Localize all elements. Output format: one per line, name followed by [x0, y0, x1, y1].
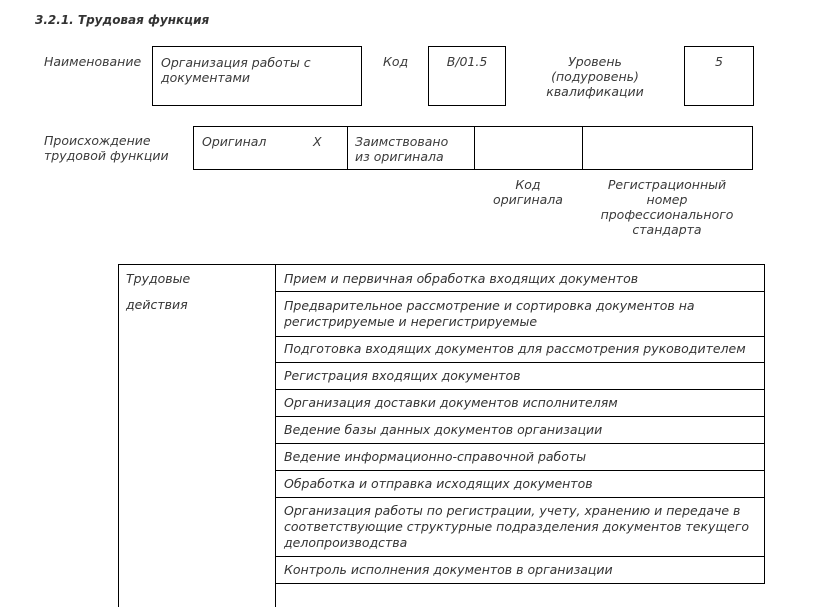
- action-item-10-line1: Контроль исполнения документов в организации: [284, 562, 613, 577]
- action-item-6-line1: Ведение базы данных документов организации: [284, 422, 603, 437]
- uroven-value: 5: [715, 54, 723, 69]
- action-item-3: [284, 341, 760, 357]
- trudovye-deystviya-label: [126, 271, 190, 313]
- action-item-9: [284, 503, 760, 551]
- row-separator: [275, 470, 765, 471]
- zaimstvovano-label: [355, 134, 448, 164]
- row-separator: [275, 389, 765, 390]
- zaimstvovano-line1: Заимствовано: [355, 134, 449, 149]
- actions-table-top-border: [118, 264, 765, 265]
- kod-originala-line1: Код: [515, 177, 541, 192]
- row-separator: [275, 291, 765, 292]
- action-item-9-line2: соответствующие структурные подразделения документов текущего: [284, 519, 750, 534]
- action-item-2-line2: регистрируемые и нерегистрируемые: [284, 314, 538, 329]
- uroven-label-line3: квалификации: [546, 84, 644, 99]
- reg-line1: Регистрационный: [607, 177, 727, 192]
- proiskhozhdenie-label-line1: Происхождение: [44, 133, 151, 148]
- row-separator: [275, 336, 765, 337]
- proiskhozhdenie-label: [44, 133, 169, 163]
- row-separator: [275, 497, 765, 498]
- row-separator: [275, 556, 765, 557]
- action-item-9-line3: делопроизводства: [284, 535, 408, 550]
- action-item-6: [284, 422, 760, 438]
- reg-line3: профессионального: [600, 207, 734, 222]
- action-item-4: [284, 368, 760, 384]
- trudovye-deystviya-line2: действия: [126, 297, 188, 312]
- action-item-3-line1: Подготовка входящих документов для рассмотрения руководителем: [284, 341, 746, 356]
- row-separator: [275, 416, 765, 417]
- kod-label: Код: [383, 54, 409, 69]
- reg-nomer-label: [582, 177, 752, 237]
- row-separator: [275, 583, 765, 584]
- proiskhozhdenie-divider-2: [474, 126, 475, 170]
- actions-table-left-border: [118, 264, 119, 607]
- action-item-7: [284, 449, 760, 465]
- original-mark: X: [313, 134, 322, 149]
- proiskhozhdenie-divider-3: [582, 126, 583, 170]
- section-title: 3.2.1. Трудовая функция: [35, 13, 210, 27]
- action-item-1-line1: Прием и первичная обработка входящих документов: [284, 271, 639, 286]
- zaimstvovano-line2: из оригинала: [355, 149, 444, 164]
- proiskhozhdenie-divider-1: [347, 126, 348, 170]
- action-item-2-line1: Предварительное рассмотрение и сортировка документов на: [284, 298, 695, 313]
- original-label: Оригинал: [202, 134, 267, 149]
- proiskhozhdenie-label-line2: трудовой функции: [44, 148, 169, 163]
- action-item-5-line1: Организация доставки документов исполнителям: [284, 395, 618, 410]
- uroven-label-line1: Уровень: [568, 54, 622, 69]
- kod-originala-line2: оригинала: [493, 192, 563, 207]
- uroven-label-line2: (подуровень): [551, 69, 639, 84]
- proiskhozhdenie-table: [193, 126, 753, 170]
- kod-originala-label: [474, 177, 582, 207]
- action-item-8: [284, 476, 760, 492]
- actions-table-right-border: [764, 264, 765, 584]
- action-item-5: [284, 395, 760, 411]
- trudovye-deystviya-line1: Трудовые: [126, 271, 191, 286]
- naimenovanie-value-line2: документами: [161, 70, 251, 85]
- row-separator: [275, 362, 765, 363]
- reg-line4: стандарта: [632, 222, 702, 237]
- reg-line2: номер: [646, 192, 688, 207]
- action-item-9-line1: Организация работы по регистрации, учету, хранению и передаче в: [284, 503, 741, 518]
- action-item-4-line1: Регистрация входящих документов: [284, 368, 521, 383]
- naimenovanie-label: Наименование: [44, 54, 142, 69]
- naimenovanie-value-line1: Организация работы с: [161, 55, 311, 70]
- action-item-8-line1: Обработка и отправка исходящих документов: [284, 476, 593, 491]
- uroven-label: [535, 54, 655, 99]
- naimenovanie-value: [161, 55, 356, 85]
- row-separator: [275, 443, 765, 444]
- action-item-7-line1: Ведение информационно-справочной работы: [284, 449, 587, 464]
- action-item-2: [284, 298, 760, 330]
- action-item-1: [284, 271, 760, 287]
- action-item-10: [284, 562, 760, 578]
- kod-value: B/01.5: [446, 54, 488, 69]
